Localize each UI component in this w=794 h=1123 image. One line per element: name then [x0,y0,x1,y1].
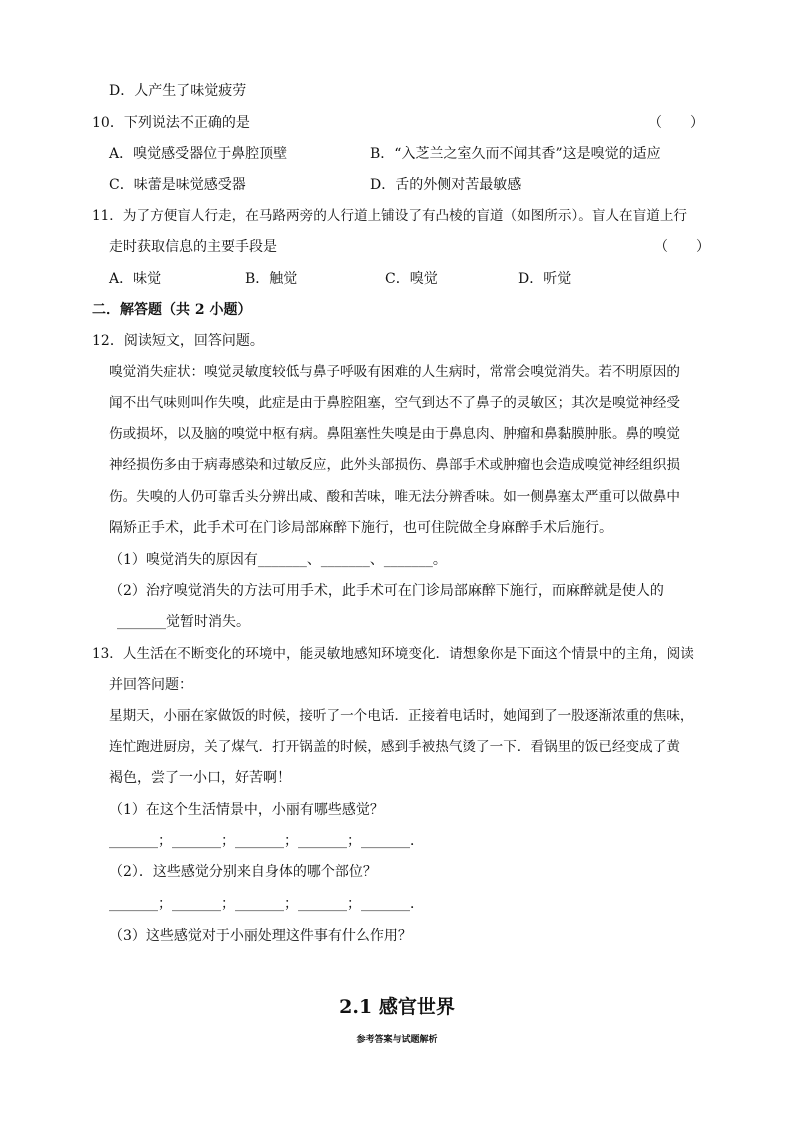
q11-option-b: B．触觉 [245,271,298,287]
q10-option-a: A．嗅觉感受器位于鼻腔顶壁 [109,146,288,162]
q13-story-line: 褐色，尝了一小口，好苦啊！ [109,770,291,786]
q11-answer-paren: （ ） [654,239,710,255]
q10-option-b: B．“入芝兰之室久而不闻其香”这是嗅觉的适应 [370,146,661,162]
q13-sub1-blanks: _______；_______；_______；_______；_______． [109,833,424,849]
q13-story-line: 连忙跑进厨房，关了煤气．打开锅盖的时候，感到手被热气烫了一下．看锅里的饭已经变成了黄 [109,739,680,755]
section-heading: 二．解答题（共 2 小题） [92,302,252,318]
q13-stem-line2: 并回答问题： [109,677,193,693]
q12-sub2-line1: （2）治疗嗅觉消失的方法可用手术，此手术可在门诊局部麻醉下施行，而麻醉就是使人的 [109,583,664,599]
q10-stem: 10．下列说法不正确的是 [92,115,250,131]
q11-option-a: A．味觉 [109,271,162,287]
q12-passage-line: 神经损伤多由于病毒感染和过敏反应，此外头部损伤、鼻部手术或肿瘤也会造成嗅觉神经组织损 [109,457,680,473]
q13-sub2-blanks: _______；_______；_______；_______；_______． [109,896,424,912]
q13-stem-line1: 13．人生活在不断变化的环境中，能灵敏地感知环境变化．请想象你是下面这个情景中的主角，阅读 [92,646,694,662]
q10-option-d: D．舌的外侧对苦最敏感 [370,177,522,193]
q13-sub1: （1）在这个生活情景中，小丽有哪些感觉？ [109,802,384,818]
q10-option-c: C．味蕾是味觉感受器 [109,177,246,193]
q12-passage-line: 闻不出气味则叫作失嗅，此症是由于鼻腔阻塞，空气到达不了鼻子的灵敏区；其次是嗅觉神经受 [109,395,680,411]
q11-option-d: D．听觉 [518,271,572,287]
q12-passage-line: 伤或损坏，以及脑的嗅觉中枢有病。鼻阻塞性失嗅是由于鼻息肉、肿瘤和鼻黏膜肿胀。鼻的嗅觉 [109,426,680,442]
q12-sub2-line2: _______觉暂时消失。 [117,614,250,630]
q10-answer-paren: （ ） [648,115,704,131]
q12-passage-line: 伤。失嗅的人仍可靠舌头分辨出咸、酸和苦味，唯无法分辨香味。如一侧鼻塞太严重可以做鼻中 [109,489,680,505]
q9-option-d: D．人产生了味觉疲劳 [109,83,247,99]
answer-section-subtitle: 参考答案与试题解析 [356,1035,438,1045]
q11-stem-line2: 走时获取信息的主要手段是 [109,239,277,255]
q11-stem-line1: 11．为了方便盲人行走，在马路两旁的人行道上铺设了有凸棱的盲道（如图所示）。盲人在盲道上行 [92,208,688,224]
q12-stem: 12．阅读短文，回答问题。 [92,333,264,349]
q13-story-line: 星期天，小丽在家做饭的时候，接听了一个电话．正接着电话时，她闻到了一股逐渐浓重的焦味， [109,708,694,724]
q11-option-c: C．嗅觉 [385,271,438,287]
answer-section-title: 2.1 感官世界 [339,996,455,1018]
q12-sub1: （1）嗅觉消失的原因有_______、_______、_______。 [109,552,447,568]
q12-passage-line: 隔矫正手术，此手术可在门诊局部麻醉下施行，也可住院做全身麻醉手术后施行。 [109,520,613,536]
q12-passage-line: 嗅觉消失症状：嗅觉灵敏度较低与鼻子呼吸有困难的人生病时，常常会嗅觉消失。若不明原因的 [109,364,680,380]
q13-sub3: （3）这些感觉对于小丽处理这件事有什么作用？ [109,928,412,944]
q13-sub2: （2）．这些感觉分别来自身体的哪个部位？ [109,864,377,880]
